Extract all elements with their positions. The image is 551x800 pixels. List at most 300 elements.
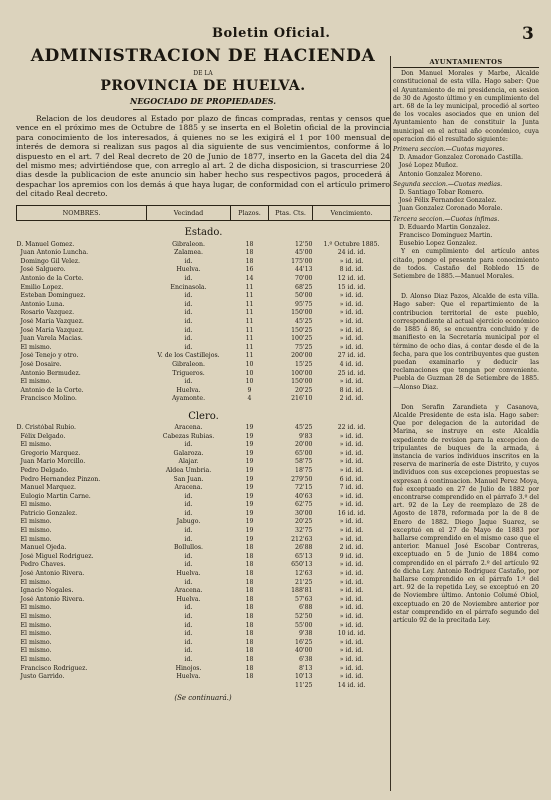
- spacer: [393, 281, 539, 293]
- cell-vencimiento: » id. id.: [339, 378, 364, 386]
- table-row: [17, 484, 391, 493]
- cell-name: Francisco Rodriguez.: [20, 664, 88, 672]
- cell-vecindad: Aldea Umbria.: [165, 466, 212, 474]
- table-row: [17, 536, 391, 545]
- cell-ptas: 200'00: [291, 352, 313, 360]
- cell-name: Justo Garrido.: [20, 673, 65, 681]
- right-column: [393, 58, 539, 625]
- debtors-table: [16, 205, 391, 691]
- cell-vecindad: Huelva.: [176, 266, 201, 274]
- cell-vecindad: id.: [184, 318, 193, 325]
- cell-vencimiento: 8 id. id.: [339, 386, 364, 394]
- cell-plazos: 19: [245, 458, 254, 466]
- cell-vecindad: Aracena.: [174, 484, 203, 492]
- cell-name: José Miguel Rodriguez.: [20, 552, 94, 560]
- cell-ptas: 150'00: [291, 378, 313, 386]
- cell-vecindad: V. de los Castillejos.: [157, 352, 220, 360]
- province-heading: PROVINCIA DE HUELVA.: [100, 78, 306, 94]
- cell-ptas: 40'63: [295, 492, 313, 500]
- cell-name: Juan Antonio Luncha.: [20, 249, 89, 257]
- table-row: [17, 579, 391, 588]
- table-row: [17, 249, 391, 258]
- cell-name: El mismo.: [20, 441, 52, 449]
- cell-name: [17, 682, 147, 691]
- cell-vencimiento: » id. id.: [339, 647, 364, 655]
- table-row: [17, 493, 391, 502]
- cell-vencimiento: 1.º Octubre 1885.: [323, 240, 380, 248]
- cell-vencimiento: » id. id.: [339, 587, 364, 595]
- section-label: Primera seccion.—Cuotas mayores.: [393, 146, 505, 154]
- col-nombres: NOMBRES.: [17, 205, 147, 220]
- cell-plazos: 11: [245, 318, 254, 325]
- table-row: [17, 665, 391, 674]
- cell-ptas: 100'25: [291, 335, 313, 343]
- cell-vecindad: id.: [184, 300, 193, 308]
- table-row: [17, 292, 391, 301]
- cell-name: José Dosaire.: [20, 360, 62, 368]
- cell-plazos: 11: [245, 326, 254, 334]
- table-row: [17, 309, 391, 318]
- cell-ptas: 55'00: [295, 621, 313, 629]
- cell-vecindad: Jabugo.: [176, 518, 201, 526]
- cell-plazos: 19: [245, 449, 254, 457]
- cell-vecindad: id.: [184, 621, 193, 629]
- cell-ptas: 6'88: [298, 604, 313, 612]
- cell-plazos: 18: [245, 257, 254, 265]
- cell-plazos: 18: [245, 595, 254, 603]
- cell-vecindad: id.: [184, 257, 193, 265]
- table-header: [17, 205, 391, 220]
- cell-vecindad: id.: [184, 630, 193, 638]
- table-row: [17, 501, 391, 510]
- table-row: [17, 352, 391, 361]
- cell-vencimiento: 27 id. id.: [337, 352, 366, 360]
- cell-ptas: 100'00: [291, 369, 313, 377]
- cell-name: José María Vazquez.: [20, 318, 84, 325]
- cell-vecindad: Aracena.: [174, 423, 203, 431]
- cell-plazos: 18: [245, 655, 254, 663]
- cell-plazos: 10: [245, 360, 254, 368]
- cell-vecindad: id.: [184, 604, 193, 612]
- table-body: [17, 220, 391, 690]
- cell-name: Manuel Marquez.: [20, 484, 76, 492]
- table-row: [17, 622, 391, 631]
- notice-paragraph: Don Serafin Zarandieta y Casanova, Alcalde Presidente de esta isla. Hago saber: Que por delegacion de la autoridad de Marina, se instruye en este Alcaldía expediente de revision para la excepcion de tripulantes de buques de la armada, á instancia de varios individuos inscritos en la reserva de marinería de este Distrito, y cuyos individuos con sus excepciones propuestas se expresan á continuacion. Manuel Perez Moya, fué exceptuado en 27 de Julio de 1882 por encontrarse comprendido en el párrafo 3.º del art. 92 de la Ley de reemplazo de 28 de Agosto de 1878, reformada por la de 8 de Enero de 1882. Diego Jaque Suarez, se exceptuó en el 27 de Mayo de 1883 por hallarse comprendido en el mismo caso que el anterior. Manuel José Escobar Contreras, exceptuado en 5 de Junio de 1884 como comprendido en el párrafo 2.º del artículo 92 de dicha Ley. Antonio Rodriguez Castaño, por hallarse comprendido en el párrafo 1.º del art. 92 de la repetida Ley, se exceptuó en 20 de Noviembre último. Antonio Columé Obiol, exceptuado en 20 de Noviembre anterior por estar comprendido en el párrafo segundo del artículo 92 de la precitada Ley.: [393, 403, 539, 624]
- section-title: Estado.: [184, 227, 223, 239]
- cell-vencimiento: » id. id.: [339, 501, 364, 509]
- cell-ptas: 9'83: [298, 432, 313, 440]
- cell-vecindad: Huelva.: [176, 386, 201, 394]
- cell-plazos: 9: [247, 386, 252, 394]
- cell-vencimiento: 22 id. id.: [337, 423, 366, 431]
- name-line: Francisco Dominguez Martin.: [399, 232, 493, 240]
- cell-name: José Antonio Rivera.: [20, 595, 85, 603]
- cell-name: José María Vazquez.: [20, 326, 84, 334]
- cell-ptas: 45'25: [295, 423, 313, 431]
- section-heading: ADMINISTRACION DE HACIENDA: [30, 46, 376, 66]
- table-row: [17, 613, 391, 622]
- cell-vecindad: id.: [184, 309, 193, 317]
- section-title: Clero.: [188, 410, 219, 422]
- cell-vecindad: id.: [184, 275, 193, 283]
- table-row: [17, 284, 391, 293]
- cell-vecindad: Huelva.: [176, 595, 201, 603]
- cell-plazos: 11: [245, 352, 254, 360]
- cell-vencimiento: » id. id.: [339, 466, 364, 474]
- cell-ptas: 26'88: [295, 544, 313, 552]
- cell-plazos: 18: [245, 587, 254, 595]
- cell-vecindad: Trigueros.: [172, 369, 205, 377]
- cell-name: Eulogio Martin Carne.: [20, 492, 91, 500]
- cell-vecindad: Gibraleon.: [172, 240, 205, 248]
- cell-name: Juan Mario Morcillo.: [20, 458, 86, 466]
- cell-plazos: 11: [245, 335, 254, 343]
- cell-ptas: 58'75: [295, 458, 313, 466]
- section-label: Segunda seccion.—Cuotas medias.: [393, 180, 503, 188]
- cell-vencimiento: » id. id.: [339, 432, 364, 440]
- table-row: [17, 553, 391, 562]
- name-line: Antonio Gonzalez Moreno.: [399, 170, 483, 178]
- cell-vencimiento: » id. id.: [339, 257, 364, 265]
- table-row: [17, 266, 391, 275]
- cell-name: Domingo Gil Velez.: [20, 257, 80, 265]
- cell-vencimiento: 8 id. id.: [339, 266, 364, 274]
- col-vencimiento: Vencimiento.: [313, 205, 391, 220]
- cell-vecindad: San Juan.: [173, 475, 204, 483]
- table-row: [17, 647, 391, 656]
- cell-vecindad: id.: [184, 613, 193, 620]
- table-row: [17, 596, 391, 605]
- table-row: [17, 361, 391, 370]
- table-row: [17, 301, 391, 310]
- cell-name: El mismo.: [20, 638, 52, 646]
- cell-vencimiento: » id. id.: [339, 527, 364, 535]
- cell-plazos: 19: [245, 518, 254, 526]
- cell-plazos: 18: [245, 630, 254, 638]
- cell-plazos: 19: [245, 509, 254, 517]
- cell-vencimiento: 2 id. id.: [339, 544, 364, 552]
- name-line: D. Eduardo Martin Gonzalez.: [399, 223, 491, 231]
- table-row: [17, 476, 391, 485]
- cell-ptas: 15'25: [295, 360, 313, 368]
- cell-vecindad: id.: [184, 638, 193, 646]
- cell-vecindad: id.: [184, 492, 193, 500]
- cell-ptas: 44'13: [295, 266, 313, 274]
- cell-name: El mismo.: [20, 613, 52, 620]
- section-row: [17, 404, 391, 424]
- cell-vencimiento: » id. id.: [339, 318, 364, 325]
- cell-ptas: 18'75: [295, 466, 313, 474]
- table-row: [17, 587, 391, 596]
- right-section-heading: AYUNTAMIENTOS: [393, 58, 539, 68]
- cell-plazos: 11: [245, 300, 254, 308]
- cell-plazos: 18: [245, 664, 254, 672]
- cell-vencimiento: 16 id. id.: [337, 509, 366, 517]
- cell-vecindad: Encinasola.: [170, 283, 207, 291]
- col-vecindad: Vecindad: [147, 205, 231, 220]
- cell-ptas: 21'25: [295, 578, 313, 586]
- cell-name: Antonio Luna.: [20, 300, 65, 308]
- cell-vecindad: id.: [184, 441, 193, 449]
- cell-ptas: 150'25: [291, 326, 313, 334]
- table-row: [17, 395, 391, 404]
- cell-vencimiento: 14 id. id.: [337, 681, 366, 689]
- cell-vencimiento: 24 id. id.: [337, 249, 366, 257]
- name-line: Juan Gonzalez Coronado Morale.: [399, 205, 503, 213]
- cell-vencimiento: » id. id.: [339, 561, 364, 569]
- table-row: [17, 241, 391, 250]
- cell-vencimiento: » id. id.: [339, 343, 364, 351]
- left-column: [16, 46, 390, 702]
- cell-name: José Antonio Rivera.: [20, 570, 85, 578]
- cell-name: El mismo.: [20, 621, 52, 629]
- cell-vencimiento: 12 id. id.: [337, 275, 366, 283]
- cell-vecindad: Hinojos.: [175, 664, 202, 672]
- cell-vecindad: id.: [184, 578, 193, 586]
- cell-ptas: 40'00: [295, 647, 313, 655]
- table-row: [17, 467, 391, 476]
- cell-plazos: 14: [245, 275, 254, 283]
- cell-ptas: 65'13: [295, 552, 313, 560]
- cell-vecindad: Gibraleon.: [172, 360, 205, 368]
- cell-vencimiento: » id. id.: [339, 449, 364, 457]
- table-row: [17, 561, 391, 570]
- cell-name: Emilio Lopez.: [20, 283, 64, 291]
- cell-name: Félix Delgado.: [20, 432, 66, 440]
- cell-vecindad: id.: [184, 535, 193, 543]
- cell-plazos: 18: [245, 249, 254, 257]
- cell-name: El mismo.: [20, 630, 52, 638]
- cell-name: Antonio de la Corte.: [20, 275, 84, 283]
- cell-plazos: 19: [245, 432, 254, 440]
- cell-name: El mismo.: [20, 501, 52, 509]
- cell-ptas: 20'25: [295, 386, 313, 394]
- table-row: [17, 433, 391, 442]
- cell-ptas: 32'75: [295, 527, 313, 535]
- section-subheading: DE LA: [193, 70, 213, 77]
- cell-vencimiento: » id. id.: [339, 292, 364, 300]
- cell-name: D. Manuel Gomez.: [16, 240, 75, 248]
- cell-plazos: 19: [245, 423, 254, 431]
- name-line: Eusebio Lopez Gonzalez.: [399, 240, 478, 248]
- cell-name: Gregorio Marquez.: [20, 449, 81, 457]
- cell-ptas: 30'00: [295, 509, 313, 517]
- cell-plazos: 19: [245, 501, 254, 509]
- cell-vencimiento: » id. id.: [339, 613, 364, 620]
- cell-vecindad: Galaroza.: [173, 449, 204, 457]
- notice-paragraph: Y en cumplimiento del artículo antes citado, pongo el presente para conocimiento de todos. Castaño del Robledo 15 de Setiembre de 1885.—Manuel Morales.: [393, 248, 539, 281]
- cell-plazos: 16: [245, 266, 254, 274]
- cell-plazos: 18: [245, 638, 254, 646]
- cell-plazos: 11: [245, 309, 254, 317]
- cell-plazos: 18: [245, 647, 254, 655]
- cell-ptas: 188'81: [291, 587, 313, 595]
- cell-vecindad: id.: [184, 343, 193, 351]
- cell-name: Rosario Vazquez.: [20, 309, 75, 317]
- section-row: [17, 220, 391, 241]
- cell-plazos: 19: [245, 475, 254, 483]
- cell-name: Juan Varela Macias.: [20, 335, 83, 343]
- cell-vencimiento: 7 id. id.: [339, 484, 364, 492]
- cell-vencimiento: » id. id.: [339, 441, 364, 449]
- cell-vecindad: [147, 682, 231, 691]
- cell-plazos: 18: [245, 240, 254, 248]
- cell-name: Esteban Dominguez.: [20, 292, 86, 300]
- cell-vecindad: Huelva.: [176, 570, 201, 578]
- cell-name: Francisco Molino.: [20, 395, 77, 403]
- table-row: [17, 335, 391, 344]
- cell-plazos: 19: [245, 466, 254, 474]
- cell-plazos: 11: [245, 292, 254, 300]
- cell-plazos: 19: [245, 492, 254, 500]
- cell-name: El mismo.: [20, 527, 52, 535]
- cell-ptas: 11'25: [295, 681, 313, 689]
- table-row: [17, 441, 391, 450]
- newspaper-title: Boletin Oficial.: [212, 26, 331, 41]
- table-row: [17, 630, 391, 639]
- cell-plazos: 18: [245, 621, 254, 629]
- notice-paragraph: D. Alonso Diaz Pazos, Alcalde de esta villa. Hago saber: Que el repartimiento de la contribucion territorial de este pueblo, correspondiente al actual ejercicio económico de 1885 á 86, se encuentra concluido y de manifiesto en la Secretaría municipal por el término de ocho dias, á contar desde el de la fecha, para que los contribuyentes que gusten puedan examinarlo y deducir las reclamaciones que tengan por conveniente. Puebla de Guzman 28 de Setiembre de 1885.—Alonso Diaz.: [393, 293, 539, 391]
- table-row: [17, 327, 391, 336]
- page-number: 3: [522, 24, 534, 44]
- cell-ptas: 16'25: [295, 638, 313, 646]
- table-row: [17, 527, 391, 536]
- cell-ptas: 10'13: [295, 673, 313, 681]
- cell-vencimiento: 9 id. id.: [339, 552, 364, 560]
- cell-ptas: 62'75: [295, 501, 313, 509]
- cell-plazos: [231, 682, 269, 691]
- cell-vecindad: id.: [184, 326, 193, 334]
- table-row: [17, 378, 391, 387]
- cell-name: El mismo.: [20, 378, 52, 386]
- cell-plazos: 18: [245, 613, 254, 620]
- cell-plazos: 19: [245, 527, 254, 535]
- cell-name: El mismo.: [20, 518, 52, 526]
- cell-vencimiento: 4 id. id.: [339, 360, 364, 368]
- cell-plazos: 10: [245, 378, 254, 386]
- cell-name: Ignacio Nogales.: [20, 587, 74, 595]
- table-row: [17, 318, 391, 327]
- cell-name: Pedro Hernandez Pinzon.: [20, 475, 101, 483]
- col-plazos: Plazos.: [231, 205, 269, 220]
- cell-plazos: 19: [245, 535, 254, 543]
- cell-vecindad: id.: [184, 561, 193, 569]
- cell-name: El mismo.: [20, 343, 52, 351]
- cell-plazos: 19: [245, 441, 254, 449]
- cell-ptas: 70'00: [295, 275, 313, 283]
- cell-vecindad: Aracena.: [174, 587, 203, 595]
- cell-vecindad: id.: [184, 655, 193, 663]
- table-row: [17, 682, 391, 691]
- cell-name: Antonio Bermudez.: [20, 369, 81, 377]
- table-row: [17, 510, 391, 519]
- cell-plazos: 18: [245, 578, 254, 586]
- cell-vencimiento: » id. id.: [339, 492, 364, 500]
- cell-ptas: 57'63: [295, 595, 313, 603]
- cell-plazos: 11: [245, 283, 254, 291]
- cell-plazos: 18: [245, 570, 254, 578]
- table-row: [17, 544, 391, 553]
- table-row: [17, 344, 391, 353]
- cell-ptas: 52'50: [295, 613, 313, 620]
- cell-vecindad: Zalamea.: [174, 249, 203, 257]
- cell-ptas: 65'00: [295, 449, 313, 457]
- cell-vecindad: id.: [184, 335, 193, 343]
- office-heading: NEGOCIADO DE PROPIEDADES.: [130, 96, 276, 106]
- table-row: [17, 570, 391, 579]
- cell-name: El mismo.: [20, 604, 52, 612]
- cell-vecindad: id.: [184, 647, 193, 655]
- cell-ptas: 20'00: [295, 441, 313, 449]
- cell-vencimiento: 25 id. id.: [337, 369, 366, 377]
- table-row: [17, 673, 391, 682]
- cell-plazos: 19: [245, 484, 254, 492]
- cell-plazos: 18: [245, 552, 254, 560]
- cell-plazos: 10: [245, 369, 254, 377]
- cell-vencimiento: » id. id.: [339, 638, 364, 646]
- cell-vecindad: id.: [184, 292, 193, 300]
- cell-name: Pedro Delgado.: [20, 466, 69, 474]
- cell-vencimiento: » id. id.: [339, 595, 364, 603]
- cell-vecindad: id.: [184, 527, 193, 535]
- cell-ptas: 9'38: [298, 630, 313, 638]
- table-row: [17, 370, 391, 379]
- notice-paragraph: Don Manuel Morales y Marbe, Alcalde constitucional de esta villa. Hago saber: Que el Ayuntamiento de mi presidencia, en sesion de 30 de Agosto último y en cumplimiento del art. 68 de la ley municipal, procedió al sorteo de los vocales asociados que en union del Ayuntamiento han de constituir la Junta municipal en el actual año económico, cuya operacion dió el resultado siguiente:: [393, 70, 539, 143]
- cell-ptas: 68'25: [295, 283, 313, 291]
- cell-ptas: 45'25: [295, 318, 313, 325]
- cell-name: El mismo.: [20, 647, 52, 655]
- cell-name: Patricio Gonzalez.: [20, 509, 78, 517]
- cell-vecindad: Huelva.: [176, 673, 201, 681]
- cell-vecindad: Bollullos.: [173, 544, 204, 552]
- cell-vencimiento: » id. id.: [339, 309, 364, 317]
- cell-vencimiento: » id. id.: [339, 535, 364, 543]
- cell-ptas: 650'13: [291, 561, 313, 569]
- cell-ptas: 12'50: [295, 240, 313, 248]
- cell-ptas: 50'00: [295, 292, 313, 300]
- table-row: [17, 275, 391, 284]
- cell-vencimiento: » id. id.: [339, 604, 364, 612]
- cell-ptas: 8'13: [298, 664, 313, 672]
- cell-vecindad: Cabezas Rubias.: [162, 432, 215, 440]
- cell-vencimiento: » id. id.: [339, 621, 364, 629]
- cell-ptas: 279'50: [291, 475, 313, 483]
- cell-name: D. Cristóbal Rubio.: [16, 423, 76, 431]
- cell-plazos: 18: [245, 673, 254, 681]
- cell-vecindad: Ayamonte.: [171, 395, 206, 403]
- cell-plazos: 11: [245, 343, 254, 351]
- col-ptas: Ptas. Cts.: [269, 205, 313, 220]
- name-line: D. Santiago Tobar Romero.: [399, 189, 484, 197]
- name-line: José Lopez Muñoz.: [399, 162, 458, 170]
- cell-plazos: 18: [245, 544, 254, 552]
- cell-ptas: 72'15: [295, 484, 313, 492]
- cell-vencimiento: 15 id. id.: [337, 283, 366, 291]
- cell-name: José Salguero.: [20, 266, 66, 274]
- table-row: [17, 458, 391, 467]
- cell-ptas: 150'00: [291, 309, 313, 317]
- cell-vencimiento: 10 id. id.: [337, 630, 366, 638]
- divider: [133, 109, 273, 110]
- cell-plazos: 4: [247, 395, 252, 403]
- cell-ptas: 45'00: [295, 249, 313, 257]
- cell-vencimiento: » id. id.: [339, 326, 364, 334]
- cell-name: El mismo.: [20, 655, 52, 663]
- cell-vencimiento: » id. id.: [339, 518, 364, 526]
- cell-vencimiento: 2 id. id.: [339, 395, 364, 403]
- cell-ptas: 95'75: [295, 300, 313, 308]
- cell-vencimiento: » id. id.: [339, 570, 364, 578]
